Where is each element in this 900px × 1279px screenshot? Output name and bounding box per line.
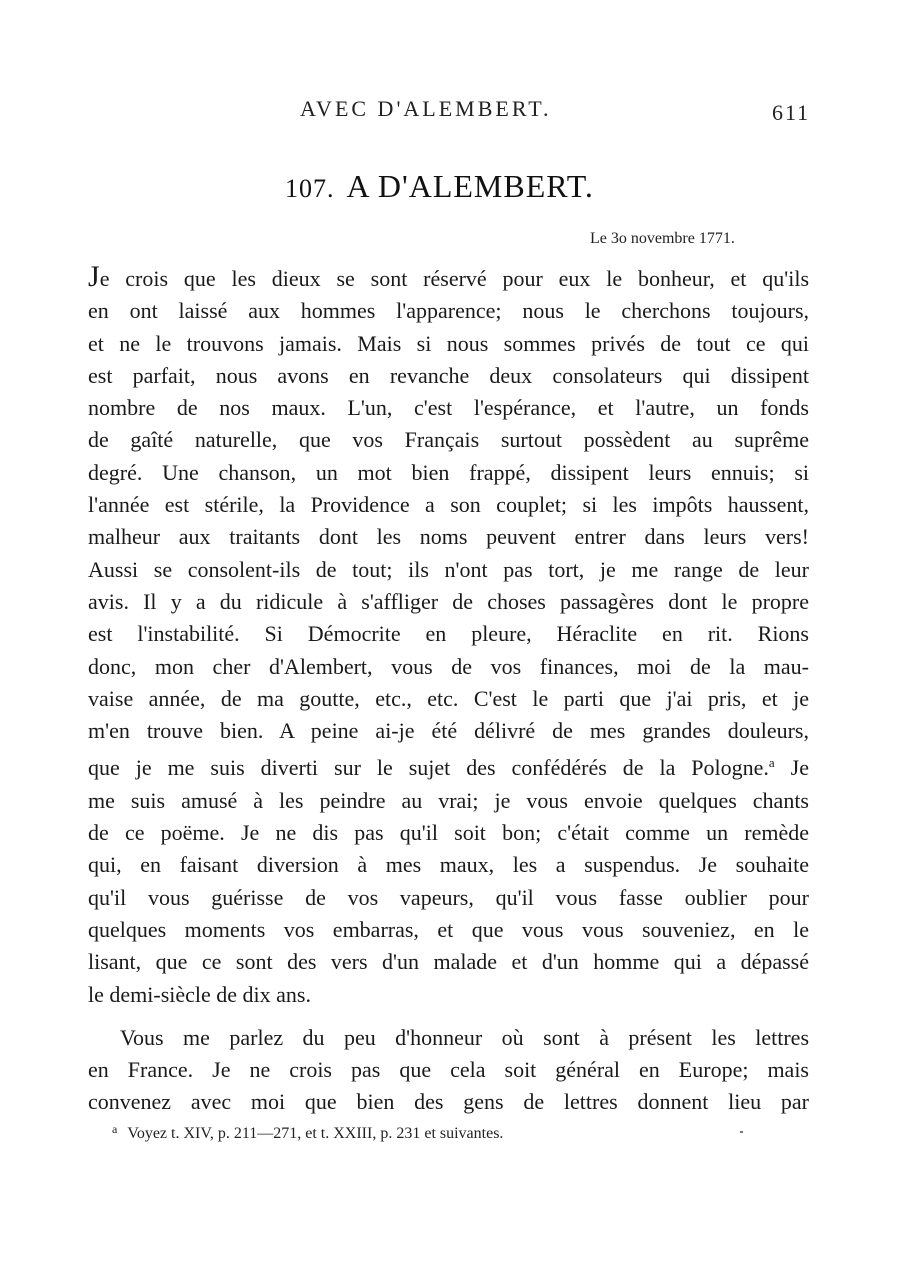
print-speck [740, 1131, 743, 1133]
text-line: que je me suis diverti sur le sujet des confédérés de la Pologne.$^a$ Je [88, 755, 809, 781]
footnote [112, 1122, 503, 1143]
letter-dateline: Le 3o novembre 1771. [590, 230, 735, 247]
text-line: Je crois que les dieux se sont réservé pour eux le bonheur, et qu'ils [88, 260, 809, 293]
text-line: en ont laissé aux hommes l'apparence; nous le cherchons toujours, [88, 298, 809, 324]
letter-title: A D'ALEMBERT. [346, 168, 594, 204]
footnote-text: Voyez t. XIV, p. 211—271, et t. XXIII, p. 231 et suivantes. [127, 1125, 504, 1142]
text-line: l'année est stérile, la Providence a son couplet; si les impôts haussent, [88, 492, 809, 518]
text-line: lisant, que ce sont des vers d'un malade et d'un homme qui a dépassé [88, 949, 809, 975]
text-line: le demi-siècle de dix ans. [88, 981, 311, 1007]
running-head: AVEC D'ALEMBERT. [300, 96, 552, 121]
letter-heading [285, 168, 594, 205]
text-line: quelques moments vos embarras, et que vous vous souveniez, en le [88, 916, 809, 942]
text-line: de ce poëme. Je ne dis pas qu'il soit bon; c'était comme un remède [88, 820, 809, 846]
text-line: et ne le trouvons jamais. Mais si nous sommes privés de tout ce qui [88, 330, 809, 356]
footnote-reference[interactable]: a [768, 755, 775, 771]
text-line: degré. Une chanson, un mot bien frappé, dissipent leurs ennuis; si [88, 459, 809, 485]
text-line: de gaîté naturelle, que vos Français surtout possèdent au suprême [88, 427, 809, 453]
text-line: m'en trouve bien. A peine ai-je été délivré de mes grandes douleurs, [88, 718, 809, 744]
text-line: qui, en faisant diversion à mes maux, les a suspendus. Je souhaite [88, 852, 809, 878]
text-line: Aussi se consolent-ils de tout; ils n'ont pas tort, je me range de leur [88, 556, 809, 582]
text-line: avis. Il y a du ridicule à s'affliger de choses passagères dont le propre [88, 588, 809, 614]
text-line: nombre de nos maux. L'un, c'est l'espérance, et l'autre, un fonds [88, 395, 809, 421]
letter-number: 107. [285, 174, 335, 203]
text-line: qu'il vous guérisse de vos vapeurs, qu'il vous fasse oublier pour [88, 884, 809, 910]
drop-cap: J [88, 260, 100, 293]
letter-body [88, 262, 809, 1119]
text-line: Vous me parlez du peu d'honneur où sont à présent les lettres [120, 1024, 809, 1050]
text-line: convenez avec moi que bien des gens de lettres donnent lieu par [88, 1089, 809, 1115]
text-line: est parfait, nous avons en revanche deux consolateurs qui dissipent [88, 362, 809, 388]
page-number: 611 [772, 100, 811, 125]
text-line: en France. Je ne crois pas que cela soit général en Europe; mais [88, 1057, 809, 1083]
text-line: me suis amusé à les peindre au vrai; je vous envoie quelques chants [88, 787, 809, 813]
text-line: malheur aux traitants dont les noms peuvent entrer dans leurs vers! [88, 524, 809, 550]
text-line: donc, mon cher d'Alembert, vous de vos finances, moi de la mau- [88, 653, 809, 679]
footnote-marker: a [112, 1122, 118, 1136]
text-line: vaise année, de ma goutte, etc., etc. C'est le parti que j'ai pris, et je [88, 685, 809, 711]
text-line: est l'instabilité. Si Démocrite en pleure, Héraclite en rit. Rions [88, 621, 809, 647]
paragraph-gap [88, 1011, 809, 1022]
